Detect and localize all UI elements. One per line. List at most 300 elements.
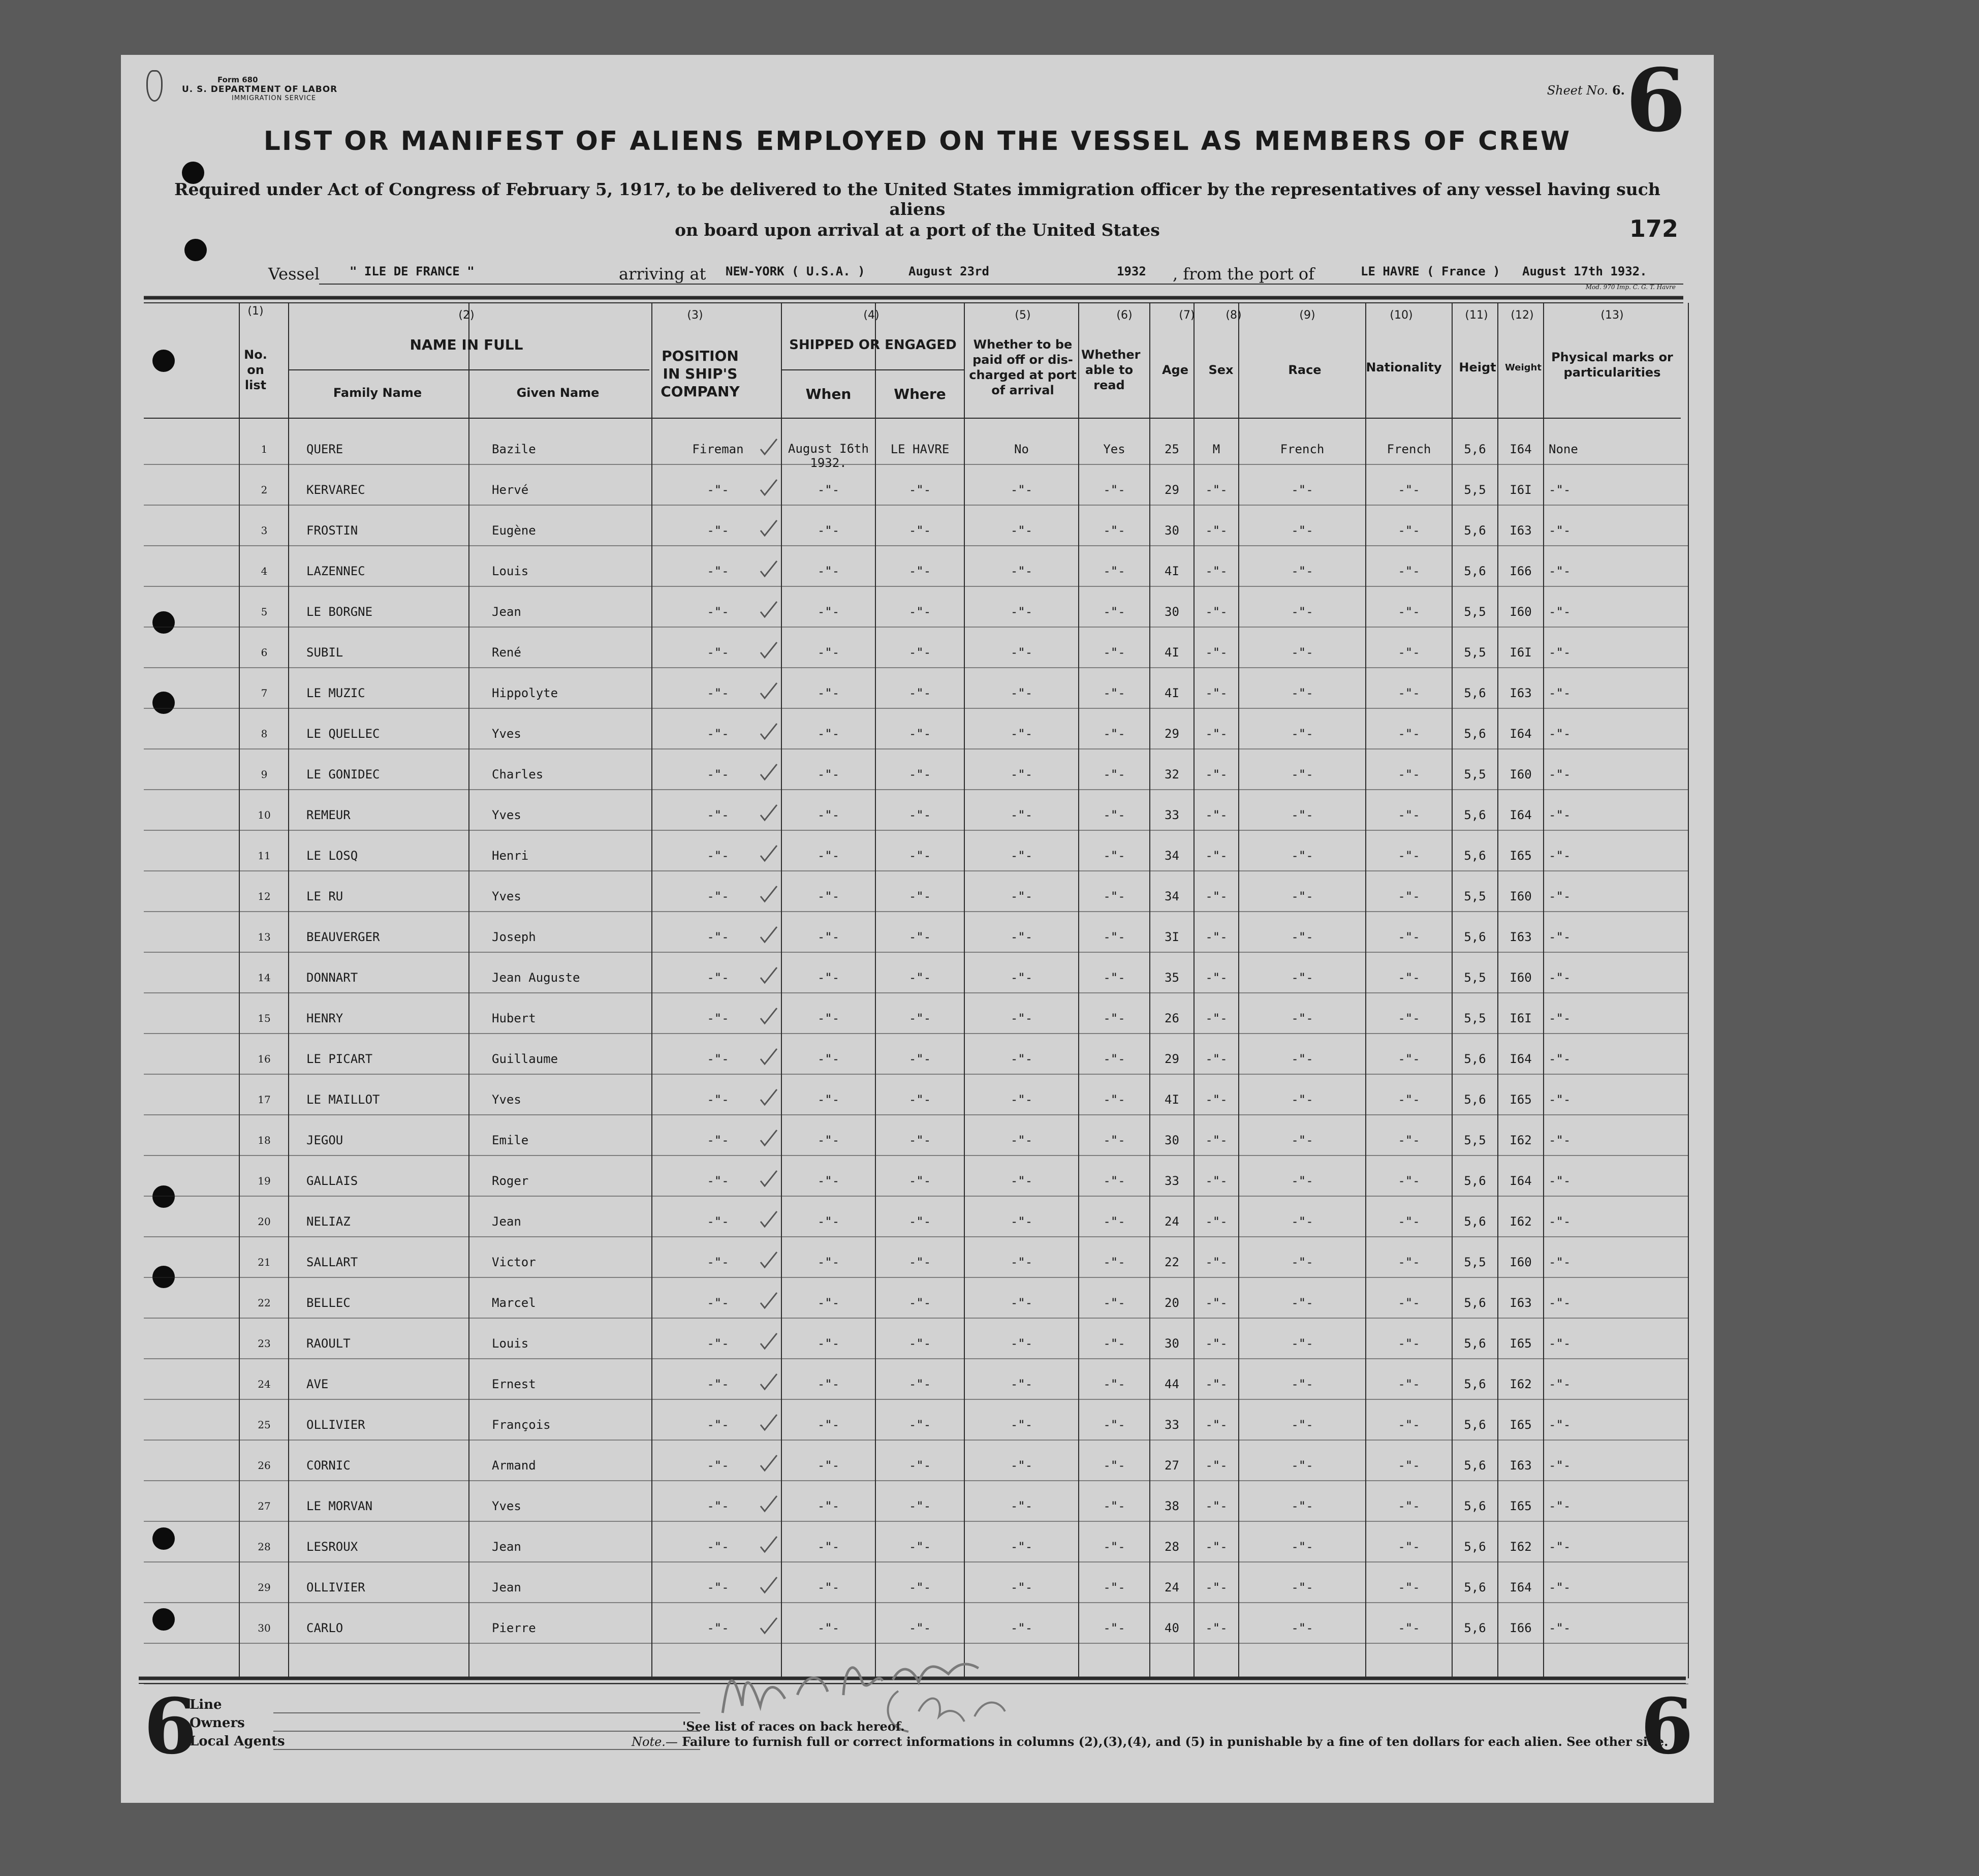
height-cell: 5,5 xyxy=(1464,1011,1486,1025)
sex-cell: -"- xyxy=(1205,1011,1228,1025)
row-number: 10 xyxy=(258,809,271,821)
when-cell: -"- xyxy=(817,564,840,578)
age-cell: 25 xyxy=(1165,442,1179,456)
check-mark-icon xyxy=(759,1372,779,1392)
age-cell: 38 xyxy=(1165,1499,1179,1513)
where-cell: -"- xyxy=(908,1418,931,1432)
check-mark-icon xyxy=(759,437,779,457)
family-name-cell: OLLIVIER xyxy=(306,1418,365,1432)
col11-heading: Heigt xyxy=(1459,360,1496,374)
race-cell: -"- xyxy=(1291,686,1313,700)
position-cell: Fireman xyxy=(692,442,744,456)
check-mark-icon xyxy=(759,559,779,579)
race-cell: -"- xyxy=(1291,1377,1313,1391)
where-cell: -"- xyxy=(908,1296,931,1310)
weight-cell: I60 xyxy=(1510,971,1532,985)
read-cell: -"- xyxy=(1103,1011,1125,1025)
read-cell: -"- xyxy=(1103,1540,1125,1554)
col9-number: (9) xyxy=(1299,309,1315,322)
read-cell: -"- xyxy=(1103,808,1125,822)
arrival-date: August 23rd xyxy=(908,264,989,278)
height-cell: 5,6 xyxy=(1464,930,1486,944)
height-cell: 5,6 xyxy=(1464,1418,1486,1432)
nationality-cell: -"- xyxy=(1398,1052,1420,1066)
sex-cell: -"- xyxy=(1205,1499,1228,1513)
weight-cell: I65 xyxy=(1510,1418,1532,1432)
col7-heading: Age xyxy=(1161,363,1189,377)
position-cell: -"- xyxy=(707,1458,729,1473)
paid-off-cell: -"- xyxy=(1010,564,1033,578)
read-cell: -"- xyxy=(1103,1499,1125,1513)
position-cell: -"- xyxy=(707,1052,729,1066)
race-cell: -"- xyxy=(1291,645,1313,660)
col10-number: (10) xyxy=(1390,309,1413,322)
race-cell: -"- xyxy=(1291,1418,1313,1432)
sex-cell: -"- xyxy=(1205,889,1228,903)
check-mark-icon xyxy=(759,1291,779,1311)
where-cell: -"- xyxy=(908,483,931,497)
height-cell: 5,5 xyxy=(1464,1255,1486,1269)
paid-off-cell: -"- xyxy=(1010,1174,1033,1188)
from-label: , from the port of xyxy=(1173,264,1315,284)
height-cell: 5,5 xyxy=(1464,605,1486,619)
family-name-cell: CARLO xyxy=(306,1621,343,1635)
age-cell: 3I xyxy=(1165,930,1179,944)
check-mark-icon xyxy=(759,1494,779,1514)
subtitle-line2: on board upon arrival at a port of the United States xyxy=(675,220,1160,240)
position-cell: -"- xyxy=(707,808,729,822)
where-cell: -"- xyxy=(908,1540,931,1554)
height-cell: 5,6 xyxy=(1464,686,1486,700)
marks-cell: -"- xyxy=(1549,483,1571,497)
arriving-label: arriving at xyxy=(619,264,706,284)
weight-cell: I64 xyxy=(1510,727,1532,741)
height-cell: 5,5 xyxy=(1464,1133,1486,1147)
age-cell: 4I xyxy=(1165,564,1179,578)
nationality-cell: -"- xyxy=(1398,889,1420,903)
race-cell: -"- xyxy=(1291,727,1313,741)
when-cell: -"- xyxy=(817,645,840,660)
read-cell: -"- xyxy=(1103,1458,1125,1473)
row-number: 18 xyxy=(258,1134,271,1146)
race-cell: -"- xyxy=(1291,1011,1313,1025)
where-cell: -"- xyxy=(908,1336,931,1351)
read-cell: -"- xyxy=(1103,564,1125,578)
race-cell: -"- xyxy=(1291,605,1313,619)
read-cell: -"- xyxy=(1103,1133,1125,1147)
age-cell: 30 xyxy=(1165,1133,1179,1147)
paid-off-cell: -"- xyxy=(1010,1296,1033,1310)
col2-number: (2) xyxy=(458,309,475,322)
read-cell: -"- xyxy=(1103,1174,1125,1188)
row-number: 8 xyxy=(261,728,268,740)
weight-cell: I65 xyxy=(1510,849,1532,863)
weight-cell: I60 xyxy=(1510,767,1532,781)
marks-cell: -"- xyxy=(1549,1580,1571,1594)
paid-off-cell: -"- xyxy=(1010,727,1033,741)
age-cell: 22 xyxy=(1165,1255,1179,1269)
age-cell: 33 xyxy=(1165,1418,1179,1432)
race-cell: -"- xyxy=(1291,1336,1313,1351)
age-cell: 29 xyxy=(1165,1052,1179,1066)
row-number: 26 xyxy=(258,1459,271,1472)
given-name-cell: Yves xyxy=(492,808,521,822)
family-name-cell: DONNART xyxy=(306,971,358,985)
row-number: 19 xyxy=(258,1175,271,1187)
when-cell: -"- xyxy=(817,930,840,944)
check-mark-icon xyxy=(759,600,779,620)
marks-cell: -"- xyxy=(1549,1377,1571,1391)
row-number: 13 xyxy=(258,931,271,943)
age-cell: 4I xyxy=(1165,645,1179,660)
paid-off-cell: -"- xyxy=(1010,1092,1033,1107)
marks-cell: -"- xyxy=(1549,686,1571,700)
big-sheet-number-bottom-right: 6 xyxy=(1640,1682,1693,1771)
vessel-name: " ILE DE FRANCE " xyxy=(350,264,475,278)
age-cell: 35 xyxy=(1165,971,1179,985)
age-cell: 40 xyxy=(1165,1621,1179,1635)
sex-cell: -"- xyxy=(1205,971,1228,985)
weight-cell: I62 xyxy=(1510,1214,1532,1229)
col12-heading: Weight xyxy=(1505,362,1542,373)
paid-off-cell: -"- xyxy=(1010,1540,1033,1554)
manifest-number: 172 xyxy=(1629,215,1678,242)
check-mark-icon xyxy=(759,1087,779,1108)
height-cell: 5,6 xyxy=(1464,1052,1486,1066)
weight-cell: I60 xyxy=(1510,605,1532,619)
nationality-cell: -"- xyxy=(1398,1377,1420,1391)
big-sheet-number-top: 6 xyxy=(1625,55,1686,151)
family-name-cell: NELIAZ xyxy=(306,1214,351,1229)
family-name-cell: LE MUZIC xyxy=(306,686,365,700)
family-name-cell: LE LOSQ xyxy=(306,849,358,863)
mod-note: Mod. 970 Imp. C. G. T. Havre xyxy=(1585,284,1676,291)
nationality-cell: -"- xyxy=(1398,1133,1420,1147)
sex-cell: -"- xyxy=(1205,1214,1228,1229)
note-text: Failure to furnish full or correct informations in columns (2),(3),(4), and (5) in punishable by a fine of ten dollars for each alien. See other side. xyxy=(682,1734,1669,1749)
marks-cell: -"- xyxy=(1549,605,1571,619)
sex-cell: -"- xyxy=(1205,849,1228,863)
nationality-cell: -"- xyxy=(1398,645,1420,660)
marks-cell: -"- xyxy=(1549,930,1571,944)
col4b-heading: Where xyxy=(894,386,946,402)
when-cell: -"- xyxy=(817,1214,840,1229)
row-number: 15 xyxy=(258,1012,271,1024)
read-cell: -"- xyxy=(1103,1336,1125,1351)
nationality-cell: -"- xyxy=(1398,808,1420,822)
check-mark-icon xyxy=(759,1128,779,1148)
row-number: 17 xyxy=(258,1093,271,1106)
family-name-cell: OLLIVIER xyxy=(306,1580,365,1594)
sex-cell: -"- xyxy=(1205,727,1228,741)
race-cell: -"- xyxy=(1291,1580,1313,1594)
when-cell: -"- xyxy=(817,1296,840,1310)
age-cell: 32 xyxy=(1165,767,1179,781)
col6-number: (6) xyxy=(1116,309,1133,322)
service: IMMIGRATION SERVICE xyxy=(232,95,317,102)
col5-number: (5) xyxy=(1015,309,1031,322)
paid-off-cell: -"- xyxy=(1010,889,1033,903)
weight-cell: I66 xyxy=(1510,1621,1532,1635)
when-cell: -"- xyxy=(817,523,840,538)
given-name-cell: Louis xyxy=(492,564,529,578)
check-mark-icon xyxy=(759,965,779,986)
height-cell: 5,6 xyxy=(1464,849,1486,863)
where-cell: -"- xyxy=(908,1133,931,1147)
given-name-cell: Marcel xyxy=(492,1296,536,1310)
row-number: 11 xyxy=(258,850,271,862)
height-cell: 5,6 xyxy=(1464,1296,1486,1310)
manifest-sheet xyxy=(121,55,1714,1803)
check-mark-icon xyxy=(759,722,779,742)
nationality-cell: -"- xyxy=(1398,930,1420,944)
check-mark-icon xyxy=(759,518,779,539)
given-name-cell: Bazile xyxy=(492,442,536,456)
note-prefix: Note.— xyxy=(632,1735,678,1749)
age-cell: 24 xyxy=(1165,1214,1179,1229)
where-cell: -"- xyxy=(908,1621,931,1635)
age-cell: 30 xyxy=(1165,1336,1179,1351)
form-number: Form 680 xyxy=(217,75,258,84)
sex-cell: M xyxy=(1212,442,1220,456)
weight-cell: I63 xyxy=(1510,930,1532,944)
marks-cell: -"- xyxy=(1549,1458,1571,1473)
age-cell: 4I xyxy=(1165,1092,1179,1107)
given-name-cell: Yves xyxy=(492,1499,521,1513)
height-cell: 5,6 xyxy=(1464,1092,1486,1107)
given-name-cell: Victor xyxy=(492,1255,536,1269)
age-cell: 30 xyxy=(1165,605,1179,619)
when-cell: -"- xyxy=(817,1377,840,1391)
marks-cell: -"- xyxy=(1549,1052,1571,1066)
paid-off-cell: -"- xyxy=(1010,523,1033,538)
given-name-cell: Pierre xyxy=(492,1621,536,1635)
marks-cell: -"- xyxy=(1549,889,1571,903)
race-cell: -"- xyxy=(1291,483,1313,497)
when-cell: -"- xyxy=(817,1499,840,1513)
sex-cell: -"- xyxy=(1205,1174,1228,1188)
where-cell: -"- xyxy=(908,1580,931,1594)
position-cell: -"- xyxy=(707,1418,729,1432)
check-mark-icon xyxy=(759,681,779,701)
when-cell: -"- xyxy=(817,1052,840,1066)
paid-off-cell: -"- xyxy=(1010,1011,1033,1025)
when-cell: -"- xyxy=(817,889,840,903)
line-label: Line xyxy=(190,1697,222,1712)
family-name-cell: BEAUVERGER xyxy=(306,930,380,944)
row-number: 9 xyxy=(261,768,268,780)
read-cell: Yes xyxy=(1103,442,1125,456)
given-name-cell: Hubert xyxy=(492,1011,536,1025)
col4-heading: SHIPPED OR ENGAGED xyxy=(789,337,957,353)
col8-heading: Sex xyxy=(1208,363,1234,377)
where-cell: -"- xyxy=(908,523,931,538)
row-number: 21 xyxy=(258,1256,271,1268)
position-cell: -"- xyxy=(707,889,729,903)
weight-cell: I62 xyxy=(1510,1133,1532,1147)
line-underline xyxy=(273,1712,700,1713)
when-cell: -"- xyxy=(817,1580,840,1594)
marks-cell: -"- xyxy=(1549,1133,1571,1147)
nationality-cell: -"- xyxy=(1398,523,1420,538)
row-number: 29 xyxy=(258,1581,271,1593)
read-cell: -"- xyxy=(1103,1418,1125,1432)
departure-port: LE HAVRE ( France ) xyxy=(1361,264,1500,278)
marks-cell: -"- xyxy=(1549,645,1571,660)
marks-cell: -"- xyxy=(1549,1540,1571,1554)
col2-heading: NAME IN FULL xyxy=(410,336,523,353)
position-cell: -"- xyxy=(707,1499,729,1513)
weight-cell: I6I xyxy=(1510,483,1532,497)
paid-off-cell: -"- xyxy=(1010,1133,1033,1147)
when-cell: -"- xyxy=(817,1174,840,1188)
sex-cell: -"- xyxy=(1205,1052,1228,1066)
height-cell: 5,6 xyxy=(1464,727,1486,741)
paid-off-cell: -"- xyxy=(1010,686,1033,700)
paid-off-cell: -"- xyxy=(1010,1418,1033,1432)
family-name-cell: FROSTIN xyxy=(306,523,358,538)
age-cell: 29 xyxy=(1165,727,1179,741)
age-cell: 27 xyxy=(1165,1458,1179,1473)
check-mark-icon xyxy=(759,1006,779,1026)
read-cell: -"- xyxy=(1103,1052,1125,1066)
arrival-port: NEW-YORK ( U.S.A. ) xyxy=(726,264,865,278)
nationality-cell: -"- xyxy=(1398,1580,1420,1594)
row-number: 3 xyxy=(261,524,268,537)
paid-off-cell: -"- xyxy=(1010,1621,1033,1635)
race-cell: -"- xyxy=(1291,1540,1313,1554)
height-cell: 5,6 xyxy=(1464,442,1486,456)
when-cell: -"- xyxy=(817,971,840,985)
race-cell: -"- xyxy=(1291,889,1313,903)
read-cell: -"- xyxy=(1103,1580,1125,1594)
family-name-cell: RAOULT xyxy=(306,1336,351,1351)
read-cell: -"- xyxy=(1103,645,1125,660)
race-cell: French xyxy=(1280,442,1325,456)
family-name-cell: LE BORGNE xyxy=(306,605,373,619)
position-cell: -"- xyxy=(707,1296,729,1310)
page-title: LIST OR MANIFEST OF ALIENS EMPLOYED ON THE VESSEL AS MEMBERS OF CREW xyxy=(263,126,1572,157)
race-cell: -"- xyxy=(1291,1296,1313,1310)
position-cell: -"- xyxy=(707,1255,729,1269)
row-number: 23 xyxy=(258,1337,271,1350)
marks-cell: -"- xyxy=(1549,1174,1571,1188)
where-cell: -"- xyxy=(908,1052,931,1066)
nationality-cell: -"- xyxy=(1398,605,1420,619)
where-cell: -"- xyxy=(908,727,931,741)
given-name-cell: Charles xyxy=(492,767,544,781)
family-name-cell: LE MAILLOT xyxy=(306,1092,380,1107)
family-name-cell: LE GONIDEC xyxy=(306,767,380,781)
race-cell: -"- xyxy=(1291,930,1313,944)
age-cell: 28 xyxy=(1165,1540,1179,1554)
weight-cell: I62 xyxy=(1510,1377,1532,1391)
position-cell: -"- xyxy=(707,767,729,781)
family-name-cell: QUERE xyxy=(306,442,343,456)
col12-number: (12) xyxy=(1511,309,1534,322)
position-cell: -"- xyxy=(707,1336,729,1351)
height-cell: 5,6 xyxy=(1464,1580,1486,1594)
sex-cell: -"- xyxy=(1205,605,1228,619)
height-cell: 5,6 xyxy=(1464,1458,1486,1473)
position-cell: -"- xyxy=(707,645,729,660)
check-mark-icon xyxy=(759,1575,779,1596)
height-cell: 5,6 xyxy=(1464,808,1486,822)
agents-underline xyxy=(273,1749,700,1750)
weight-cell: I65 xyxy=(1510,1336,1532,1351)
weight-cell: I60 xyxy=(1510,889,1532,903)
when-cell: -"- xyxy=(817,1133,840,1147)
when-cell: -"- xyxy=(817,849,840,863)
department: U. S. DEPARTMENT OF LABOR xyxy=(182,84,338,95)
age-cell: 29 xyxy=(1165,483,1179,497)
where-cell: -"- xyxy=(908,1255,931,1269)
where-cell: -"- xyxy=(908,1011,931,1025)
check-mark-icon xyxy=(759,1169,779,1189)
nationality-cell: -"- xyxy=(1398,1336,1420,1351)
sex-cell: -"- xyxy=(1205,930,1228,944)
big-sheet-number-bottom-left: 6 xyxy=(144,1682,197,1771)
read-cell: -"- xyxy=(1103,889,1125,903)
read-cell: -"- xyxy=(1103,605,1125,619)
family-name-cell: LE QUELLEC xyxy=(306,727,380,741)
read-cell: -"- xyxy=(1103,1092,1125,1107)
given-name-cell: Hippolyte xyxy=(492,686,558,700)
owners-label: Owners xyxy=(190,1715,245,1731)
penalty-note xyxy=(632,1734,1668,1749)
position-cell: -"- xyxy=(707,1580,729,1594)
position-cell: -"- xyxy=(707,605,729,619)
check-mark-icon xyxy=(759,1535,779,1555)
given-name-cell: Roger xyxy=(492,1174,529,1188)
marks-cell: -"- xyxy=(1549,971,1571,985)
paid-off-cell: -"- xyxy=(1010,849,1033,863)
height-cell: 5,6 xyxy=(1464,1214,1486,1229)
when-cell: -"- xyxy=(817,1621,840,1635)
sex-cell: -"- xyxy=(1205,564,1228,578)
nationality-cell: -"- xyxy=(1398,1092,1420,1107)
check-mark-icon xyxy=(759,1453,779,1474)
race-cell: -"- xyxy=(1291,1621,1313,1635)
col13-heading: Physical marks or particularities xyxy=(1551,350,1673,380)
where-cell: -"- xyxy=(908,930,931,944)
marks-cell: -"- xyxy=(1549,1621,1571,1635)
race-cell: -"- xyxy=(1291,1052,1313,1066)
col7-number: (7) xyxy=(1179,309,1195,322)
family-name-cell: HENRY xyxy=(306,1011,343,1025)
race-cell: -"- xyxy=(1291,1255,1313,1269)
owners-underline xyxy=(273,1731,700,1732)
race-cell: -"- xyxy=(1291,767,1313,781)
paid-off-cell: -"- xyxy=(1010,645,1033,660)
given-name-cell: Yves xyxy=(492,727,521,741)
when-cell: -"- xyxy=(817,767,840,781)
paid-off-cell: -"- xyxy=(1010,1377,1033,1391)
read-cell: -"- xyxy=(1103,930,1125,944)
sex-cell: -"- xyxy=(1205,1540,1228,1554)
weight-cell: I63 xyxy=(1510,1458,1532,1473)
local-agents-label: Local Agents xyxy=(190,1734,285,1749)
position-cell: -"- xyxy=(707,1174,729,1188)
where-cell: -"- xyxy=(908,1377,931,1391)
row-number: 20 xyxy=(258,1215,271,1228)
weight-cell: I64 xyxy=(1510,1580,1532,1594)
age-cell: 24 xyxy=(1165,1580,1179,1594)
read-cell: -"- xyxy=(1103,523,1125,538)
row-number: 2 xyxy=(261,484,268,496)
row-number: 16 xyxy=(258,1053,271,1065)
age-cell: 34 xyxy=(1165,849,1179,863)
